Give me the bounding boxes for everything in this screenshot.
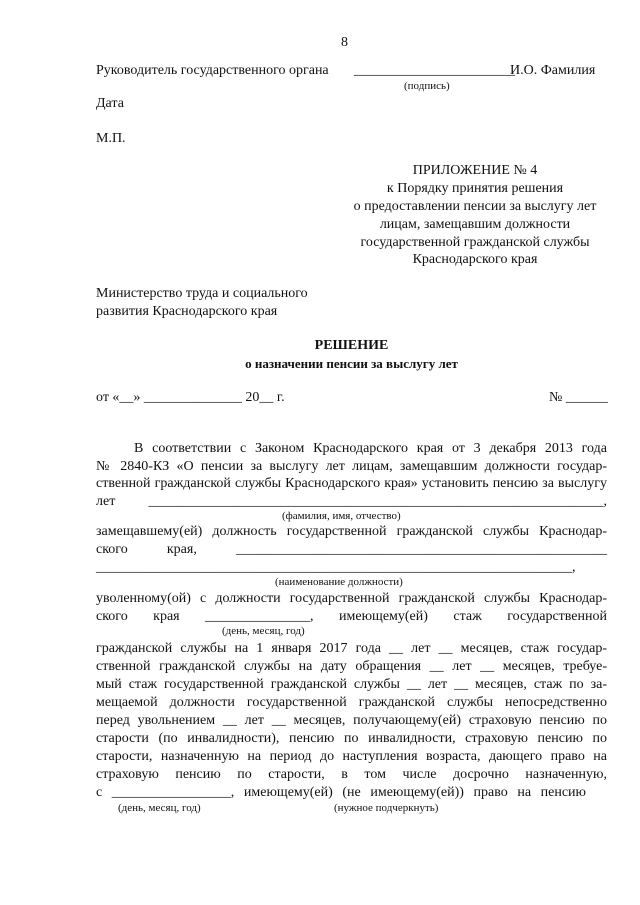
body-line: ственной гражданской службы на дату обращения __ лет __ месяцев, требуе- — [96, 659, 607, 674]
body-line: лет _________________________________________________________________, — [96, 494, 607, 509]
body-line: гражданской службы на 1 января 2017 года __ лет __ месяцев, стаж государ- — [96, 641, 607, 656]
stamp-label: М.П. — [96, 131, 126, 146]
appendix-line: Краснодарского края — [412, 252, 538, 267]
signature-caption: (подпись) — [404, 80, 450, 92]
body-line: ского края _______________, имеющему(ей) стаж государственной — [96, 609, 607, 624]
decision-date: от «__» ______________ 20__ г. — [96, 390, 285, 405]
body-line: В соответствии с Законом Краснодарского края от 3 декабря 2013 года — [134, 441, 607, 456]
signatory-name: И.О. Фамилия — [510, 63, 596, 78]
body-line: замещавшему(ей) должность государственной гражданской службы Краснодар- — [96, 524, 607, 539]
body-line: мещаемой должности государственной гражданской службы непосредственно — [96, 695, 607, 710]
body-line: с _________________, имеющему(ей) (не имеющему(ей)) право на пенсию — [96, 785, 586, 800]
appendix-line: о предоставлении пенсии за выслугу лет — [353, 199, 597, 214]
ministry-line: развития Краснодарского края — [96, 304, 278, 319]
caption-fio: (фамилия, имя, отчество) — [282, 510, 401, 522]
body-line: № 2840-КЗ «О пенсии за выслугу лет лицам, замещавшим должности государ- — [96, 459, 607, 474]
head-label: Руководитель государственного органа — [96, 63, 329, 78]
body-line: уволенному(ой) с должности государственной гражданской службы Краснодар- — [96, 591, 607, 606]
signature-line: _______________________ — [354, 63, 515, 78]
appendix-line: государственной гражданской службы — [360, 235, 590, 250]
caption-date: (день, месяц, год) — [222, 625, 305, 637]
body-line: ственной гражданской службы Краснодарского края» установить пенсию за выслугу — [96, 476, 607, 491]
page-number: 8 — [341, 35, 348, 50]
appendix-line: к Порядку принятия решения — [386, 181, 564, 196]
decision-subtitle: о назначении пенсии за выслугу лет — [245, 356, 458, 371]
ministry-line: Министерство труда и социального — [96, 286, 308, 301]
body-line: старости (по инвалидности), пенсию по инвалидности, страховую пенсию по — [96, 731, 607, 746]
date-label: Дата — [96, 96, 124, 111]
body-line: ____________________________________________________________________, — [96, 560, 576, 575]
body-line: мый стаж государственной гражданской службы __ лет __ месяцев, стаж по за- — [96, 677, 607, 692]
decision-number: № ______ — [549, 390, 608, 405]
caption-date: (день, месяц, год) — [118, 802, 201, 814]
body-line: перед увольнением __ лет __ месяцев, получающему(ей) страховую пенсию по — [96, 713, 607, 728]
body-line: ского края, _____________________________________________________ — [96, 542, 607, 557]
caption-position: (наименование должности) — [275, 576, 403, 588]
decision-title: РЕШЕНИЕ — [314, 338, 389, 353]
body-line: страховую пенсию по старости, в том числе досрочно назначенную, — [96, 767, 607, 782]
body-line: старости, назначенную на период до наступления возраста, дающего право на — [96, 749, 607, 764]
appendix-title: ПРИЛОЖЕНИЕ № 4 — [412, 163, 538, 178]
appendix-line: лицам, замещавшим должности — [379, 217, 571, 232]
caption-underline: (нужное подчеркнуть) — [334, 802, 439, 814]
